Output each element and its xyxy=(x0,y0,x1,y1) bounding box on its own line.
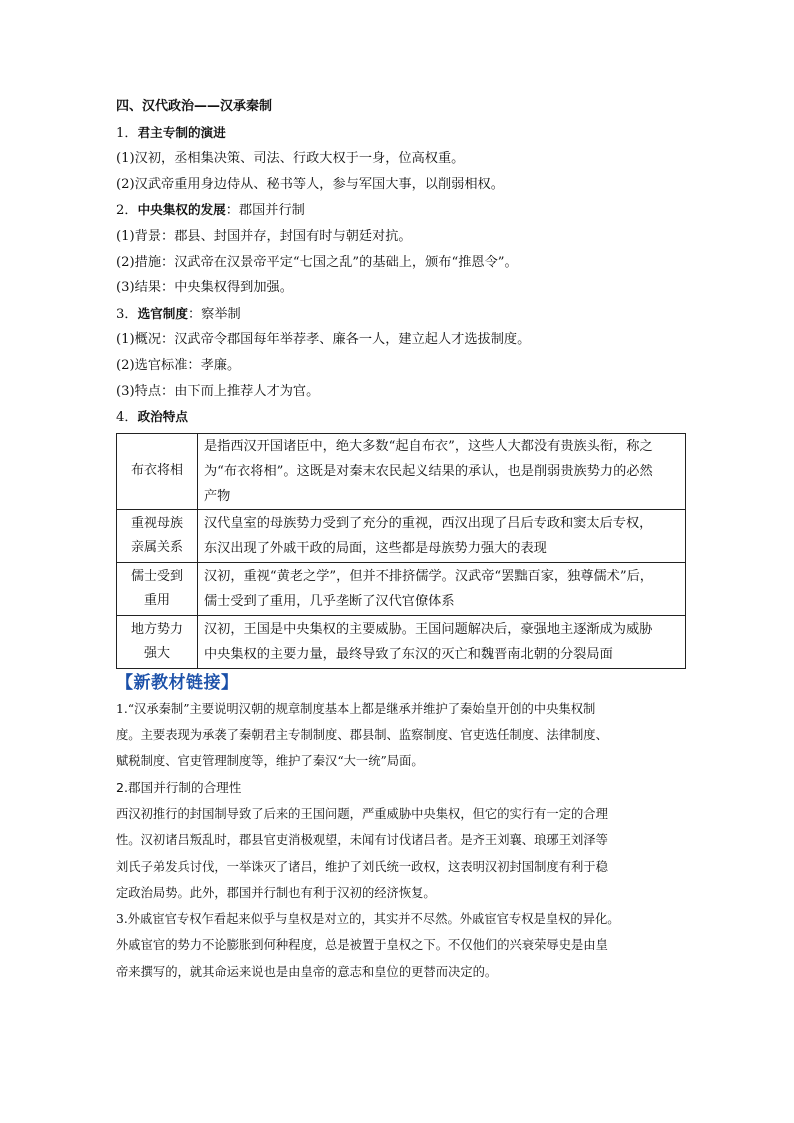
table-value-line: 汉代皇室的母族势力受到了充分的重视，西汉出现了吕后专政和窦太后专权， xyxy=(204,515,653,531)
link-item-2-line: 性。汉初诸吕叛乱时，郡县官吏消极观望，未闻有讨伐诸吕者。是齐王刘襄、琅琊王刘泽等 xyxy=(116,833,608,848)
document-content xyxy=(116,94,686,985)
table-row xyxy=(117,562,686,615)
subsection-4-number: 4． xyxy=(116,410,138,426)
subsection-3-suffix: ：察举制 xyxy=(187,306,241,322)
subsection-3-title: 选官制度 xyxy=(137,305,188,321)
subsection-2-heading xyxy=(116,197,686,224)
new-textbook-link-banner: 【新教材链接】 xyxy=(116,672,239,693)
subsection-2-title: 中央集权的发展 xyxy=(137,202,226,218)
subsection-1-number: 1． xyxy=(116,125,138,141)
table-key-text: 重视母族 xyxy=(130,515,183,531)
table-key-text: 儒士受到 xyxy=(130,568,183,584)
table-key-cell xyxy=(117,509,198,562)
subsection-2-line-1: (1)背景：郡县、封国并存，封国有时与朝廷对抗。 xyxy=(116,228,412,244)
table-value-cell xyxy=(198,509,686,562)
subsection-2-line-2: (2)措施：汉武帝在汉景帝平定“七国之乱”的基础上，颁布“推恩令”。 xyxy=(116,254,518,270)
political-features-table xyxy=(116,433,686,669)
link-item-3-line: 外戚宦官的势力不论膨胀到何种程度，总是被置于皇权之下。不仅他们的兴衰荣辱史是由皇 xyxy=(116,938,608,953)
subsection-3-line-2: (2)选官标准：孝廉。 xyxy=(116,357,241,373)
table-value-line: 为“布衣将相”。这既是对秦末农民起义结果的承认，也是削弱贵族势力的必然 xyxy=(204,463,653,479)
table-value-cell xyxy=(198,562,686,615)
subsection-3-heading xyxy=(116,301,686,328)
table-value-line: 汉初，重视“黄老之学”，但并不排挤儒学。汉武帝“罢黜百家，独尊儒术”后， xyxy=(204,568,653,584)
table-key-text: 强大 xyxy=(143,645,170,661)
table-value-line: 儒士受到了重用，几乎垄断了汉代官僚体系 xyxy=(204,593,455,609)
subsection-2-suffix: ：郡国并行制 xyxy=(225,203,305,219)
table-value-cell xyxy=(198,433,686,509)
table-key-cell xyxy=(117,433,198,509)
table-key-text: 布衣将相 xyxy=(130,463,183,479)
link-item-3-line: 3.外戚宦官专权乍看起来似乎与皇权是对立的，其实并不尽然。外戚宦官专权是皇权的异化。 xyxy=(116,912,620,927)
table-key-cell xyxy=(117,562,198,615)
subsection-2-line-3: (3)结果：中央集权得到加强。 xyxy=(116,280,293,296)
table-key-text: 地方势力 xyxy=(130,621,183,637)
link-item-3-line: 帝来撰写的，就其命运来说也是由皇帝的意志和皇位的更替而决定的。 xyxy=(116,964,498,979)
subsection-3-number: 3． xyxy=(116,306,138,322)
link-item-1-line: 度。主要表现为承袭了秦朝君主专制制度、郡县制、监察制度、官吏选任制度、法律制度、 xyxy=(116,728,608,743)
table-row xyxy=(117,509,686,562)
table-row xyxy=(117,433,686,509)
link-item-2-line: 西汉初推行的封国制导致了后来的王国问题，严重威胁中央集权，但它的实行有一定的合理 xyxy=(116,806,608,821)
link-item-2-line: 刘氏子弟发兵讨伐，一举诛灭了诸吕，维护了刘氏统一政权，这表明汉初封国制度有利于稳 xyxy=(116,859,608,874)
table-row xyxy=(117,615,686,668)
subsection-1-heading xyxy=(116,120,686,147)
table-value-line: 是指西汉开国诸臣中，绝大多数“起自布衣”，这些人大都没有贵族头衔，称之 xyxy=(204,438,653,454)
subsection-1-title: 君主专制的演进 xyxy=(137,124,226,140)
link-item-1-line: 1.“汉承秦制”主要说明汉朝的规章制度基本上都是继承并维护了秦始皇开创的中央集权制 xyxy=(116,701,596,716)
table-value-line: 汉初，王国是中央集权的主要威胁。王国问题解决后，豪强地主逐渐成为威胁 xyxy=(204,621,653,637)
subsection-1-line-2: (2)汉武帝重用身边侍从、秘书等人，参与军国大事，以削弱相权。 xyxy=(116,176,504,192)
table-value-line: 东汉出现了外戚干政的局面，这些都是母族势力强大的表现 xyxy=(204,540,547,556)
subsection-4-title: 政治特点 xyxy=(137,409,188,425)
subsection-1-line-1: (1)汉初，丞相集决策、司法、行政大权于一身，位高权重。 xyxy=(116,151,465,167)
subsection-3-line-3: (3)特点：由下而上推荐人才为官。 xyxy=(116,383,320,399)
table-value-line: 中央集权的主要力量，最终导致了东汉的灭亡和魏晋南北朝的分裂局面 xyxy=(204,646,613,662)
subsection-4-heading xyxy=(116,404,686,431)
table-key-cell xyxy=(117,615,198,668)
section-title: 四、汉代政治——汉承秦制 xyxy=(116,99,273,114)
table-key-text: 亲属关系 xyxy=(130,539,183,555)
link-item-2-line: 定政治局势。此外，郡国并行制也有利于汉初的经济恢复。 xyxy=(116,885,436,900)
table-key-text: 重用 xyxy=(143,592,170,608)
link-item-2-heading: 2.郡国并行制的合理性 xyxy=(116,779,242,795)
table-value-cell xyxy=(198,615,686,668)
table-value-line: 产物 xyxy=(204,488,231,504)
subsection-2-number: 2． xyxy=(116,203,138,219)
subsection-3-line-1: (1)概况：汉武帝令郡国每年举荐孝、廉各一人，建立起人才选拔制度。 xyxy=(116,332,531,348)
link-item-1-line: 赋税制度、官吏管理制度等，维护了秦汉“大一统”局面。 xyxy=(116,754,424,769)
